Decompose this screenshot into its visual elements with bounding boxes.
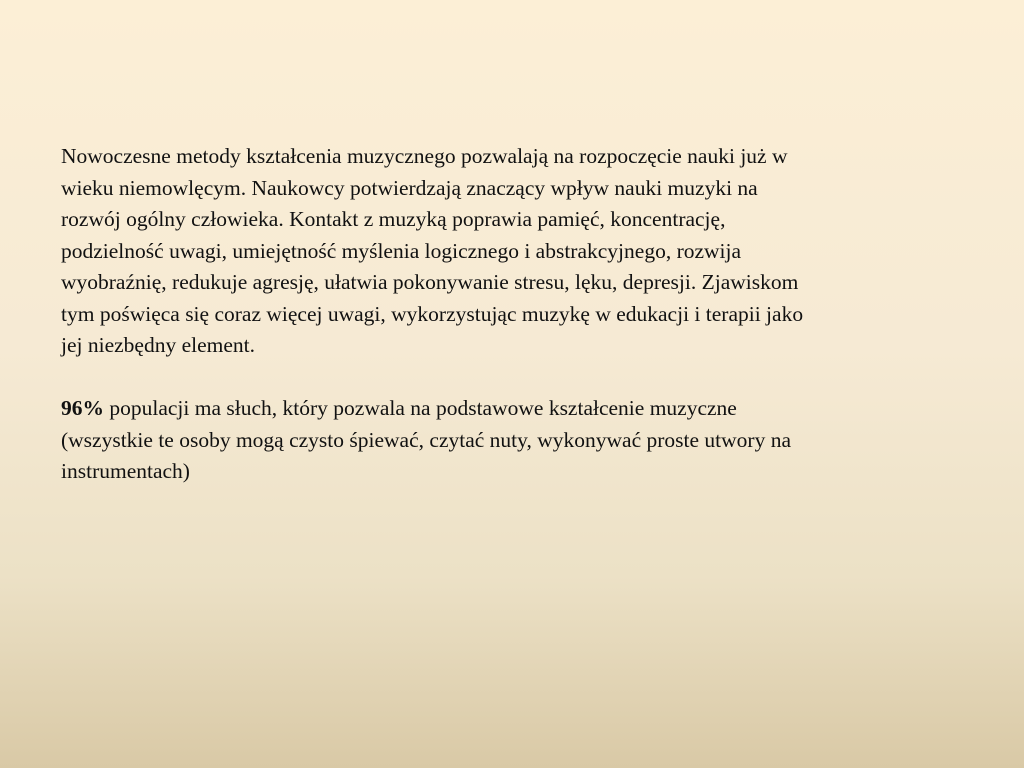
text-line: wyobraźnię, redukuje agresję, ułatwia pokonywanie stresu, lęku, depresji. Zjawiskom [61,270,799,294]
text-line: rozwój ogólny człowieka. Kontakt z muzyką poprawia pamięć, koncentrację, [61,207,726,231]
intro-paragraph [61,141,961,362]
statistic-highlight: 96% [61,396,104,420]
text-line: podzielność uwagi, umiejętność myślenia logicznego i abstrakcyjnego, rozwija [61,238,742,263]
paragraph-spacer [61,362,961,394]
text-line: populacji ma słuch, który pozwala na podstawowe kształcenie muzyczne [104,396,737,420]
text-line: instrumentach) [61,459,190,483]
text-line: (wszystkie te osoby mogą czysto śpiewać, czytać nuty, wykonywać proste utwory na [61,427,792,452]
text-line: wieku niemowlęcym. Naukowcy potwierdzają znaczący wpływ nauki muzyki na [61,175,758,200]
text-line: jej niezbędny element. [61,333,256,357]
slide-text-body [61,141,961,488]
statistic-paragraph [61,393,961,488]
text-line: tym poświęca się coraz więcej uwagi, wykorzystując muzykę w edukacji i terapii jako [61,301,804,326]
text-line: Nowoczesne metody kształcenia muzycznego pozwalają na rozpoczęcie nauki już w [61,144,788,168]
